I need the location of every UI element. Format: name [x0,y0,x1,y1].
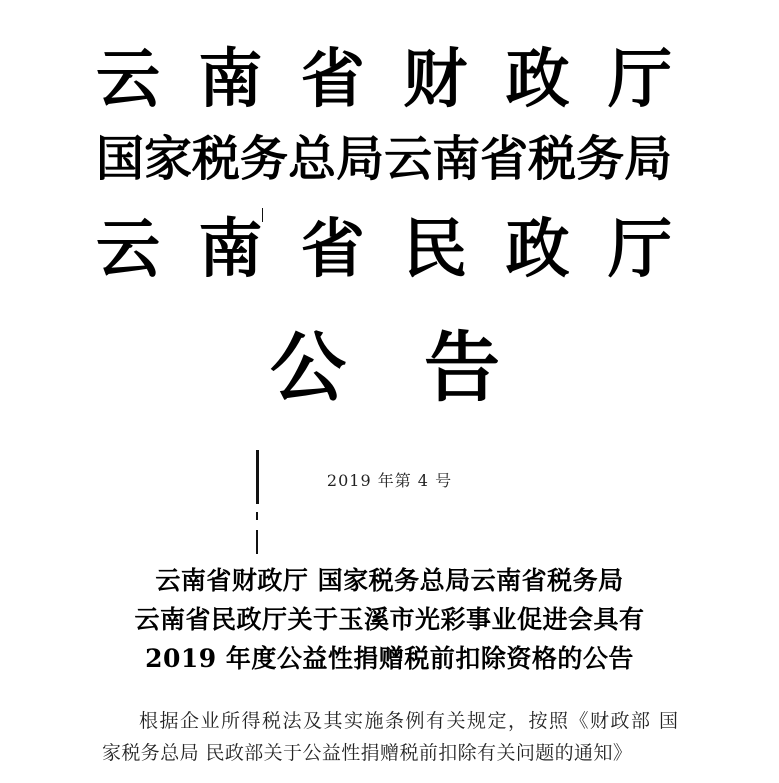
issuer-char: 厅 [607,43,672,117]
issuer-char: 南 [198,213,263,287]
body-text-line: 家税务总局 民政部关于公益性捐赠税前扣除有关问题的通知》 [102,742,633,764]
issuer-char: 财 [403,43,468,117]
issuer-char: 南 [198,43,263,117]
issuer-char: 局 [624,131,673,187]
issuer-char: 云 [384,131,433,187]
issuer-finance-department [96,43,672,117]
notice-title-char: 公 [270,323,346,412]
issuer-char: 务 [240,131,289,187]
issuer-char: 省 [300,43,365,117]
scan-artifact [262,208,263,222]
issuer-char: 国 [96,131,145,187]
announcement-heading-line: 2019 年度公益性捐赠税前扣除资格的公告 [145,644,634,673]
issuer-char: 云 [96,213,160,287]
issuer-char: 局 [336,131,385,187]
issuer-char: 民 [403,213,468,287]
issuer-char: 家 [144,131,193,187]
issuer-char: 总 [288,131,337,187]
issuer-char: 厅 [607,213,672,287]
issuer-civil-affairs-department [96,213,672,287]
notice-title [270,323,500,412]
issuer-char: 省 [300,213,365,287]
issuer-char: 税 [528,131,577,187]
announcement-heading-line: 云南省民政厅关于玉溪市光彩事业促进会具有 [134,605,645,634]
document-number: 2019 年第 4 号 [326,471,453,490]
scan-artifact [256,530,258,554]
issuer-char: 政 [505,213,570,287]
issuer-char: 税 [192,131,241,187]
issuer-tax-bureau [96,131,673,187]
issuer-char: 云 [96,43,160,117]
issuer-char: 省 [480,131,529,187]
issuer-char: 南 [432,131,481,187]
issuer-char: 务 [576,131,625,187]
notice-title-char: 告 [424,323,500,412]
scan-artifact [256,512,258,520]
issuer-char: 政 [505,43,570,117]
announcement-heading-line: 云南省财政厅 国家税务总局云南省税务局 [155,566,624,595]
body-text-line: 根据企业所得税法及其实施条例有关规定，按照《财政部 国 [139,710,680,732]
